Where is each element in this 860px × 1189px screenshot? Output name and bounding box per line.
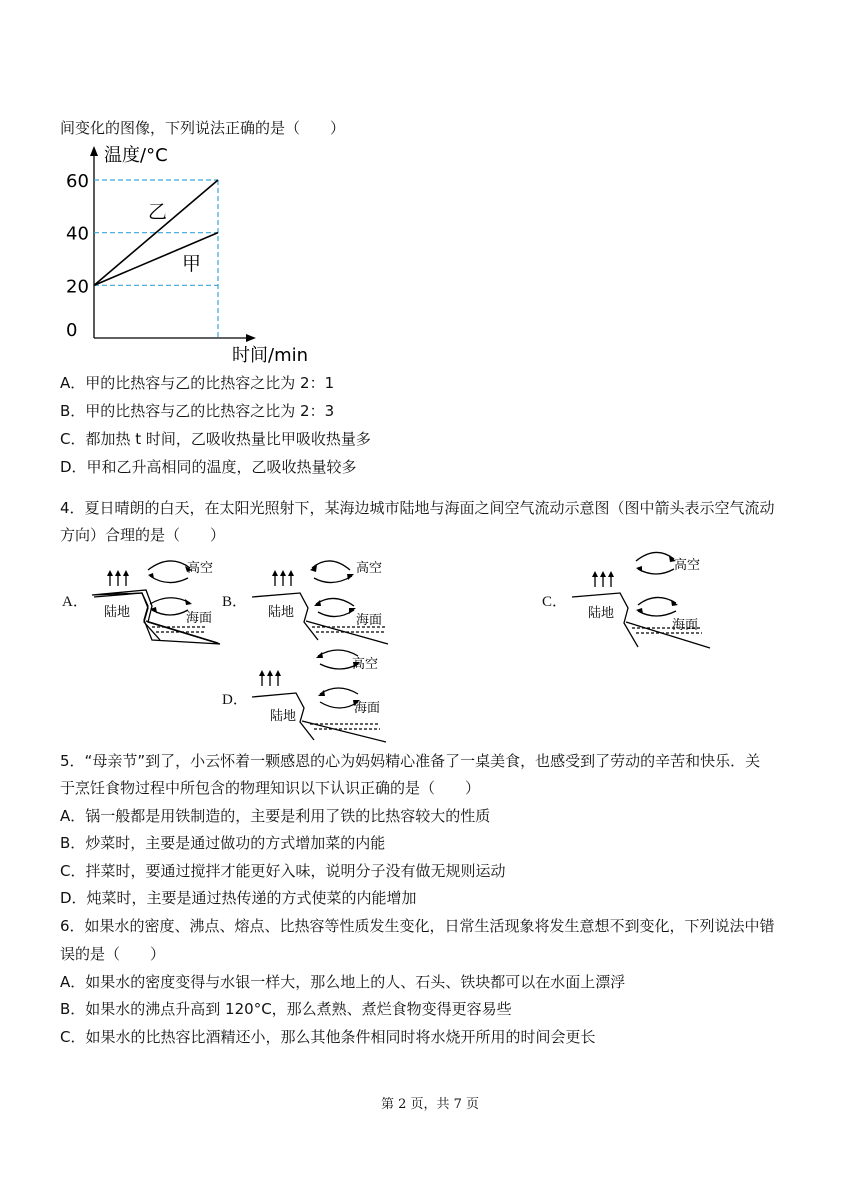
label-haimian: 海面 [356, 613, 383, 628]
chart-axes [94, 150, 250, 338]
y-tick-label: 0 [66, 320, 78, 341]
q4-option-c-letter: C． [542, 594, 568, 610]
label-gaokong: 高空 [674, 558, 701, 573]
q4-stem-line2: 方向）合理的是（ ） [60, 526, 226, 544]
q6-option-a: A．如果水的密度变得与水银一样大，那么地上的人、石头、铁块都可以在水面上漂浮 [60, 973, 626, 991]
y-axis-arrow [90, 146, 98, 156]
q4-option-a-letter: A． [62, 594, 88, 610]
label-ludi: 陆地 [268, 605, 295, 620]
x-axis-arrow [246, 334, 256, 342]
label-gaokong: 高空 [187, 561, 214, 576]
q5-stem-line1: 5．“母亲节”到了，小云怀着一颗感恩的心为妈妈精心准备了一桌美食，也感受到了劳动的辛苦和快乐．关 [60, 752, 761, 770]
label-haimian: 海面 [672, 618, 699, 633]
q6-option-b: B．如果水的沸点升高到 120°C，那么煮熟、煮烂食物变得更容易些 [60, 1000, 512, 1018]
q3-option-c: C．都加热 t 时间，乙吸收热量比甲吸收热量多 [60, 430, 371, 448]
q6-stem-line2: 误的是（ ） [60, 945, 166, 963]
series-label-jia: 甲 [182, 253, 202, 275]
q4-figure-a [90, 548, 225, 648]
q5-option-a: A．锅一般都是用铁制造的，主要是利用了铁的比热容较大的性质 [60, 807, 491, 825]
q4-option-d-letter: D． [222, 692, 248, 708]
q4-figure-d [250, 644, 395, 744]
q5-option-d: D．炖菜时，主要是通过热传递的方式使菜的内能增加 [60, 889, 417, 907]
label-gaokong: 高空 [352, 657, 379, 672]
label-haimian: 海面 [354, 701, 381, 716]
q4-stem-line1: 4．夏日晴朗的白天，在太阳光照射下，某海边城市陆地与海面之间空气流动示意图（图中箭头表示空气流动 [60, 499, 775, 517]
y-axis-label: 温度/°C [104, 145, 168, 166]
q3-option-b: B．甲的比热容与乙的比热容之比为 2：3 [60, 402, 335, 420]
page-footer: 第 2 页，共 7 页 [380, 1097, 480, 1112]
q4-figure-c [570, 543, 715, 653]
q4-figure-b [250, 548, 395, 648]
y-tick-label: 20 [66, 276, 89, 298]
y-tick-label: 40 [66, 223, 89, 245]
label-ludi: 陆地 [104, 605, 131, 620]
q3-option-a: A．甲的比热容与乙的比热容之比为 2：1 [60, 374, 335, 392]
q5-option-c: C．拌菜时，要通过搅拌才能更好入味，说明分子没有做无规则运动 [60, 862, 506, 880]
q6-option-c: C．如果水的比热容比酒精还小，那么其他条件相同时将水烧开所用的时间会更长 [60, 1028, 596, 1046]
q3-option-d: D．甲和乙升高相同的温度，乙吸收热量较多 [60, 458, 357, 476]
q3-stem-tail: 间变化的图像，下列说法正确的是（ ） [60, 119, 346, 137]
label-gaokong: 高空 [356, 561, 383, 576]
q6-stem-line1: 6．如果水的密度、沸点、熔点、比热容等性质发生变化，日常生活现象将发生意想不到变化，下列说法中错 [60, 917, 775, 935]
x-axis-label: 时间/min [232, 345, 309, 366]
label-haimian: 海面 [186, 611, 213, 626]
label-ludi: 陆地 [270, 709, 297, 724]
temperature-time-chart [60, 142, 330, 367]
label-ludi: 陆地 [588, 606, 615, 621]
q5-stem-line2: 于烹饪食物过程中所包含的物理知识以下认识正确的是（ ） [60, 779, 481, 797]
q4-option-b-letter: B． [222, 594, 248, 610]
q5-option-b: B．炒菜时，主要是通过做功的方式增加菜的内能 [60, 834, 386, 852]
y-tick-label: 60 [66, 171, 89, 192]
series-label-yi: 乙 [148, 201, 168, 223]
